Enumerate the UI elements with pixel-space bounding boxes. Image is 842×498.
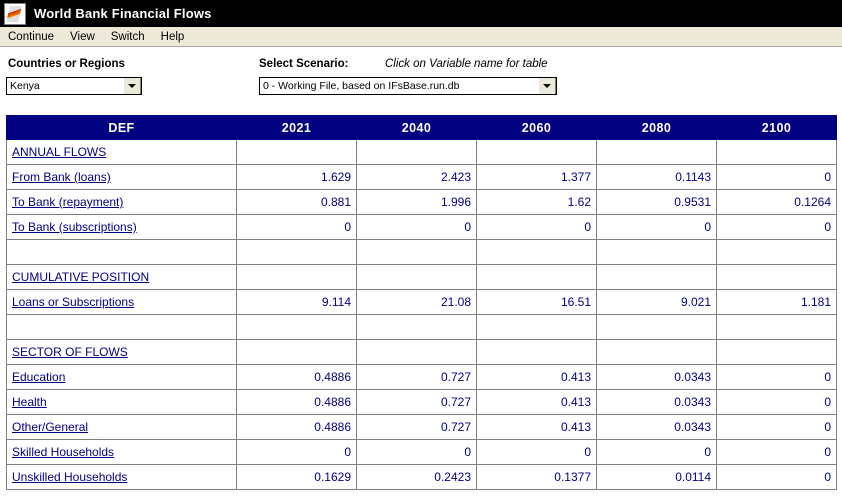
value-cell — [237, 340, 357, 365]
variable-name-link[interactable]: SECTOR OF FLOWS — [12, 345, 128, 359]
value-cell — [237, 265, 357, 290]
value-cell: 0 — [477, 440, 597, 465]
variable-name-cell[interactable] — [7, 465, 237, 490]
value-cell: 9.021 — [597, 290, 717, 315]
table-row — [7, 165, 837, 190]
scenario-select-value: 0 - Working File, based on IFsBase.run.db — [263, 80, 460, 92]
value-cell — [597, 265, 717, 290]
value-cell: 0.727 — [357, 390, 477, 415]
window-title: World Bank Financial Flows — [34, 6, 212, 21]
value-cell: 0.413 — [477, 365, 597, 390]
table-row — [7, 265, 837, 290]
table-row — [7, 340, 837, 365]
value-cell — [237, 140, 357, 165]
value-cell: 0 — [237, 215, 357, 240]
variable-name-link[interactable]: Other/General — [12, 420, 89, 434]
chevron-down-icon[interactable] — [123, 77, 141, 95]
value-cell: 21.08 — [357, 290, 477, 315]
value-cell: 0.9531 — [597, 190, 717, 215]
value-cell: 0 — [237, 440, 357, 465]
menu-bar — [0, 27, 842, 47]
value-cell: 0.4886 — [237, 390, 357, 415]
variable-name-cell[interactable] — [7, 290, 237, 315]
variable-hint-text: Click on Variable name for table — [385, 58, 548, 70]
variable-name-cell[interactable] — [7, 215, 237, 240]
value-cell: 1.629 — [237, 165, 357, 190]
value-cell: 9.114 — [237, 290, 357, 315]
value-cell — [357, 140, 477, 165]
value-cell — [717, 315, 837, 340]
column-header-2040[interactable]: 2040 — [357, 116, 477, 140]
data-table-container — [6, 115, 836, 490]
variable-name-cell[interactable] — [7, 440, 237, 465]
column-header-2080[interactable]: 2080 — [597, 116, 717, 140]
value-cell: 0 — [717, 215, 837, 240]
variable-name-cell[interactable] — [7, 140, 237, 165]
value-cell — [597, 140, 717, 165]
value-cell — [717, 140, 837, 165]
variable-name-link[interactable]: Education — [12, 370, 66, 384]
variable-name-cell — [7, 240, 237, 265]
variable-name-cell[interactable] — [7, 165, 237, 190]
value-cell: 0.0343 — [597, 365, 717, 390]
variable-name-link[interactable]: Unskilled Households — [12, 470, 128, 484]
table-header-row — [7, 116, 837, 140]
variable-name-cell[interactable] — [7, 265, 237, 290]
value-cell — [357, 265, 477, 290]
value-cell: 0 — [357, 440, 477, 465]
column-header-def[interactable]: DEF — [7, 116, 237, 140]
variable-name-cell[interactable] — [7, 365, 237, 390]
value-cell: 0 — [717, 365, 837, 390]
variable-name-cell[interactable] — [7, 340, 237, 365]
menu-item-switch[interactable]: Switch — [110, 30, 145, 43]
scenario-select[interactable] — [259, 77, 557, 95]
value-cell: 0 — [597, 215, 717, 240]
variable-name-link[interactable]: Skilled Households — [12, 445, 115, 459]
variable-name-cell[interactable] — [7, 415, 237, 440]
menu-item-help[interactable]: Help — [160, 30, 185, 43]
value-cell: 0.1264 — [717, 190, 837, 215]
menu-item-continue[interactable]: Continue — [8, 30, 55, 43]
value-cell: 0 — [477, 215, 597, 240]
value-cell: 0.4886 — [237, 415, 357, 440]
value-cell: 1.996 — [357, 190, 477, 215]
table-row — [7, 240, 837, 265]
value-cell: 0 — [717, 390, 837, 415]
column-header-2021[interactable]: 2021 — [237, 116, 357, 140]
value-cell: 0 — [717, 465, 837, 490]
value-cell: 0.1143 — [597, 165, 717, 190]
chevron-down-icon[interactable] — [538, 77, 556, 95]
table-row — [7, 440, 837, 465]
value-cell — [477, 265, 597, 290]
variable-name-link[interactable]: CUMULATIVE POSITION — [12, 270, 150, 284]
variable-name-link[interactable]: From Bank (loans) — [12, 170, 111, 184]
value-cell: 0.4886 — [237, 365, 357, 390]
value-cell — [597, 340, 717, 365]
controls-panel — [0, 47, 842, 99]
value-cell: 16.51 — [477, 290, 597, 315]
value-cell: 0.727 — [357, 415, 477, 440]
variable-name-link[interactable]: To Bank (subscriptions) — [12, 220, 137, 234]
table-row — [7, 465, 837, 490]
table-row — [7, 415, 837, 440]
value-cell — [717, 265, 837, 290]
value-cell — [237, 240, 357, 265]
value-cell — [477, 315, 597, 340]
country-select-value: Kenya — [10, 80, 40, 92]
table-body — [7, 140, 837, 490]
variable-name-cell — [7, 315, 237, 340]
variable-name-link[interactable]: ANNUAL FLOWS — [12, 145, 107, 159]
table-row — [7, 290, 837, 315]
column-header-2060[interactable]: 2060 — [477, 116, 597, 140]
value-cell — [237, 315, 357, 340]
value-cell: 1.377 — [477, 165, 597, 190]
value-cell: 0 — [717, 415, 837, 440]
app-icon — [4, 3, 26, 25]
value-cell: 0.413 — [477, 415, 597, 440]
column-header-2100[interactable]: 2100 — [717, 116, 837, 140]
value-cell — [357, 240, 477, 265]
countries-label: Countries or Regions — [8, 58, 125, 70]
value-cell: 0.0343 — [597, 415, 717, 440]
table-row — [7, 140, 837, 165]
value-cell — [477, 340, 597, 365]
value-cell — [357, 340, 477, 365]
scenario-label: Select Scenario: — [259, 58, 349, 70]
value-cell — [477, 240, 597, 265]
table-row — [7, 390, 837, 415]
value-cell: 0.413 — [477, 390, 597, 415]
variable-name-link[interactable]: Health — [12, 395, 47, 409]
value-cell: 0.2423 — [357, 465, 477, 490]
value-cell — [597, 315, 717, 340]
table-row — [7, 365, 837, 390]
value-cell — [477, 140, 597, 165]
country-select[interactable] — [6, 77, 142, 95]
table-row — [7, 315, 837, 340]
value-cell: 0.727 — [357, 365, 477, 390]
data-table — [6, 115, 837, 490]
value-cell: 0 — [357, 215, 477, 240]
value-cell: 0.0114 — [597, 465, 717, 490]
value-cell — [717, 340, 837, 365]
menu-item-view[interactable]: View — [70, 30, 95, 43]
table-row — [7, 190, 837, 215]
value-cell: 0.1377 — [477, 465, 597, 490]
variable-name-cell[interactable] — [7, 190, 237, 215]
value-cell: 0 — [717, 440, 837, 465]
value-cell — [717, 240, 837, 265]
value-cell: 0 — [597, 440, 717, 465]
value-cell: 0.1629 — [237, 465, 357, 490]
table-row — [7, 215, 837, 240]
value-cell: 0.881 — [237, 190, 357, 215]
variable-name-link[interactable]: To Bank (repayment) — [12, 195, 124, 209]
value-cell — [357, 315, 477, 340]
variable-name-link[interactable]: Loans or Subscriptions — [12, 295, 135, 309]
value-cell — [597, 240, 717, 265]
variable-name-cell[interactable] — [7, 390, 237, 415]
title-bar — [0, 0, 842, 27]
value-cell: 0.0343 — [597, 390, 717, 415]
value-cell: 1.62 — [477, 190, 597, 215]
value-cell: 0 — [717, 165, 837, 190]
value-cell: 1.181 — [717, 290, 837, 315]
value-cell: 2.423 — [357, 165, 477, 190]
